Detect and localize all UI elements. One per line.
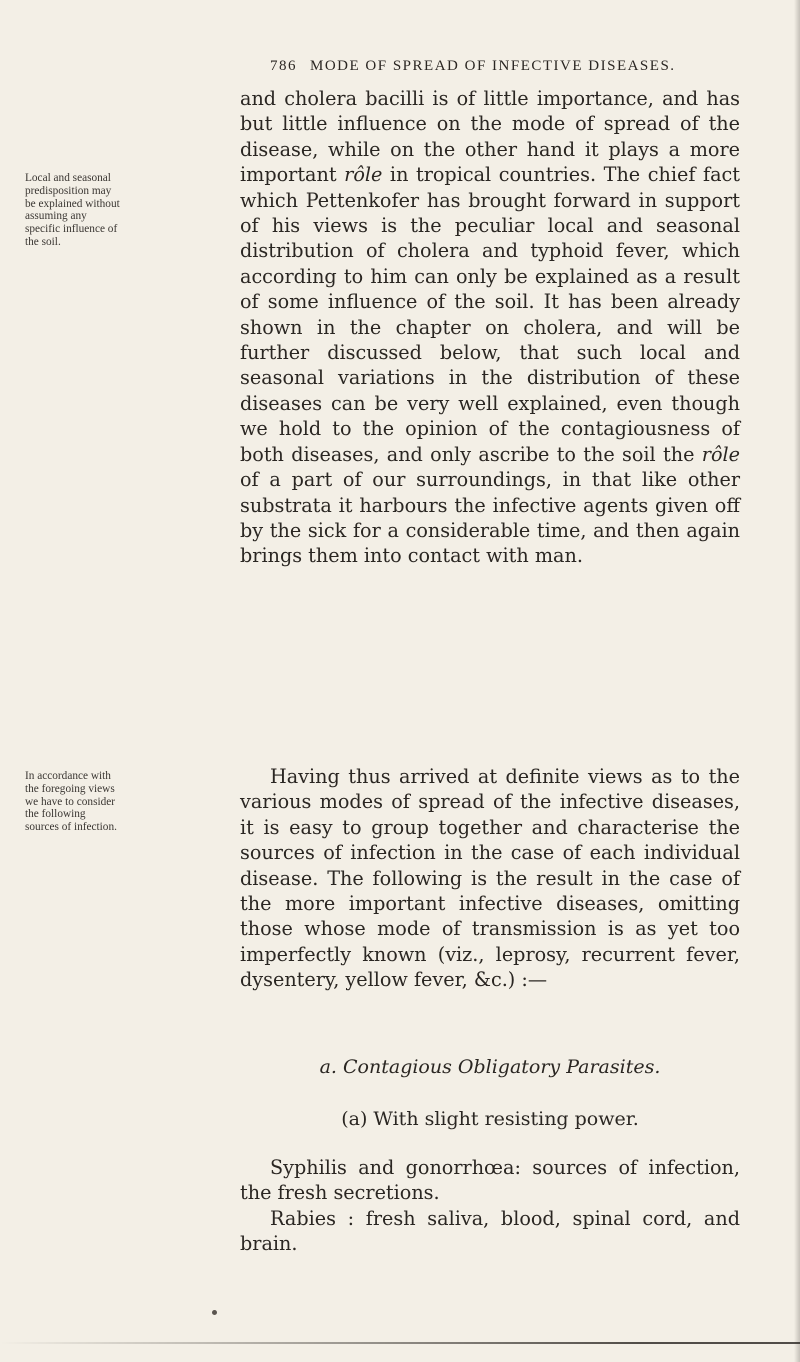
paragraph-1-text-b: in tropical countries. The chief fact which Pettenkofer has brought forward in support of his views is the peculiar local and seasonal distribution of cholera and typhoid fever, which according to him can only be explained as a result of some influence of the soil. It has been already shown in the chapter on cholera, and will be further discussed below, that such local and seasonal variations in the distribution of these diseases can be very well explained, even though we hold to the opinion of the contagiousness of both diseases, and only ascribe to the soil the bbox=[240, 163, 741, 466]
page-edge-shadow bbox=[794, 0, 800, 1362]
running-title: MODE OF SPREAD OF INFECTIVE DISEASES. bbox=[310, 58, 676, 74]
paragraph-1-text-a: and cholera bacilli is of little importance, and has but little influence on the mode of spread of the disease, while on the other hand it plays a more important bbox=[240, 87, 740, 187]
margin-note-sources-of-infection: In accordance with the foregoing views we have to consider the following sources of infection. bbox=[25, 770, 117, 834]
paragraph-1 bbox=[240, 86, 740, 569]
ink-speck bbox=[212, 1310, 217, 1315]
bottom-edge-line bbox=[0, 1342, 800, 1344]
role-italic: rôle bbox=[344, 163, 383, 187]
list-item: Rabies : fresh saliva, blood, spinal cord, and brain. bbox=[240, 1206, 740, 1256]
section-title: a. Contagious Obligatory Parasites. bbox=[319, 1056, 661, 1078]
entry-list bbox=[240, 1155, 740, 1257]
page-number: 786 bbox=[270, 58, 297, 74]
role-italic-2: rôle bbox=[701, 442, 740, 466]
margin-note-local-seasonal: Local and seasonal predisposition may be explained without assuming any specific influence of the soil. bbox=[25, 172, 120, 248]
paragraph-1-text-c: of a part of our surroundings, in that like other substrata it harbours the infective agents given off by the sick for a considerable time, and then again brings them into contact with man. bbox=[240, 468, 740, 568]
list-item: Syphilis and gonorrhœa: sources of infection, the fresh secretions. bbox=[240, 1156, 740, 1205]
sub-heading: (a) With slight resisting power. bbox=[341, 1108, 639, 1130]
paragraph-2: Having thus arrived at definite views as to the various modes of spread of the infective diseases, it is easy to group together and characterise the sources of infection in the case of each individual disease. The following is the result in the case of the more important infective diseases, omitting those whose mode of transmission is as yet too imperfectly known (viz., leprosy, recurrent fever, dysentery, yellow fever, &c.) :— bbox=[240, 765, 740, 992]
